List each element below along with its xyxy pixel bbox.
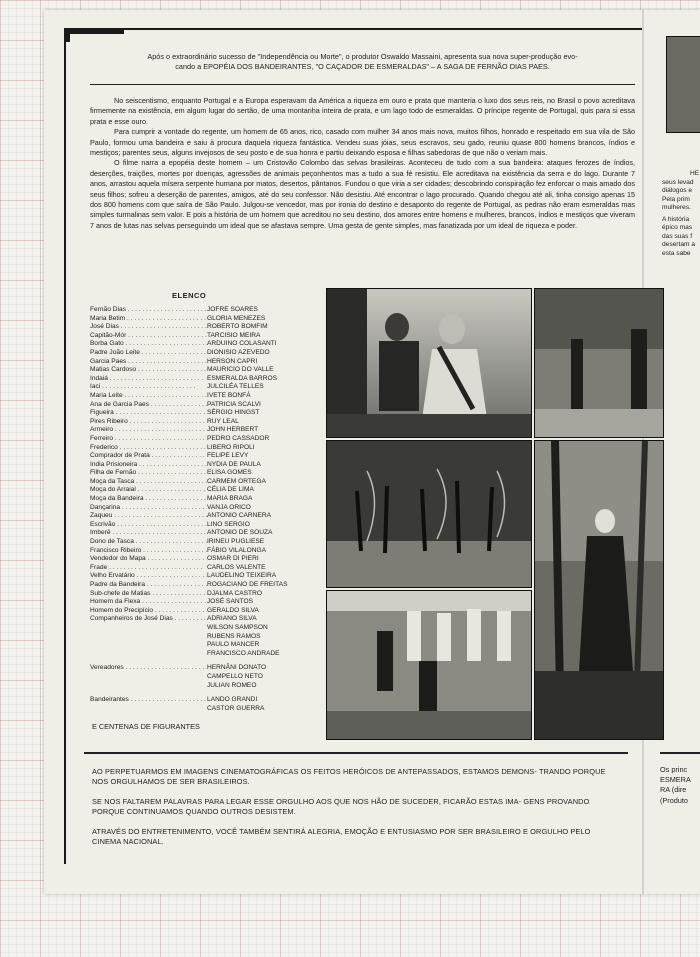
next-panel-line: mulheres.	[662, 204, 691, 211]
cast-role: Velho Ervatário . . .	[90, 572, 207, 581]
cast-actor: ANTONIO DE SOUZA	[207, 529, 273, 537]
cast-role: Armeiro . . .	[90, 426, 207, 435]
next-panel-line: Pela prim	[662, 196, 690, 203]
cast-row	[90, 340, 330, 349]
cast-role: Padre da Bandeira . . .	[90, 581, 207, 590]
cast-row	[90, 306, 330, 315]
cast-role: Capitão-Mór . . .	[90, 332, 207, 341]
cast-actor: SÉRGIO HINGST	[207, 409, 260, 417]
cast-role: Fernão Dias . . .	[90, 306, 207, 315]
cast-row	[90, 315, 330, 324]
cast-row	[90, 547, 330, 556]
cast-row	[90, 529, 330, 538]
cast-actor: CAMPELLO NETO	[207, 672, 263, 680]
cast-role: Vereadores . . .	[90, 664, 207, 673]
cast-row	[90, 705, 330, 714]
cast-role: Frade . . .	[90, 564, 207, 573]
next-panel-line: desertam a	[662, 241, 695, 248]
cast-row	[90, 590, 330, 599]
story-text	[90, 96, 635, 231]
next-panel-footer-line: ESMERA	[660, 775, 691, 785]
cast-role: Indaiá . . .	[90, 375, 207, 384]
cast-role: Moça da Tasca . . .	[90, 478, 207, 487]
cast-row	[90, 323, 330, 332]
cast-actor: JULIAN ROMEO	[207, 681, 257, 689]
cast-role: Homem da Flexa . . .	[90, 598, 207, 607]
next-panel-line: A história	[662, 216, 690, 223]
cast-row	[90, 409, 330, 418]
cast-role: Frederico . . .	[90, 444, 207, 453]
cast-role: Maria Betim . . .	[90, 315, 207, 324]
divider	[90, 84, 635, 85]
cast-actor: ELISA GOMES	[207, 469, 252, 477]
next-panel-footer-line: Os princ	[660, 765, 688, 774]
cast-actor: MARIA BRAGA	[207, 495, 253, 503]
cast-role: Borba Gato . . .	[90, 340, 207, 349]
cast-actor: ANTONIO CARNERA	[207, 512, 271, 520]
cast-actor: CARLOS VALENTE	[207, 563, 266, 571]
story-paragraph: Para cumprir a vontade do regente, um homem de 65 anos, rico, casado com mulher 34 anos mais nova, muitos filhos, honrado e respeitado em sua vila de São Paulo, formou uma bandeira e saiu à procura daquela riqueza fantástica. Vendeu suas jóias, seus escravos, seu gado, reuniu quase 800 homens brancos, índios e mestiços; parentes seus, alguns invejosos de seu posto e de sua honra e partiu deixando esposa e filhas sabedoras de que não o veriam mais.	[90, 127, 635, 158]
cast-actor: ADRIANO SILVA	[207, 615, 257, 623]
cast-row	[90, 495, 330, 504]
cast-role: Imberê . . .	[90, 529, 207, 538]
cast-row	[90, 444, 330, 453]
intro-text	[90, 52, 635, 72]
cast-row	[90, 401, 330, 410]
cast-role: Companheiros de José Dias . . .	[90, 615, 207, 624]
cast-role: Ferreiro . . .	[90, 435, 207, 444]
cast-row	[90, 512, 330, 521]
cast-row	[90, 538, 330, 547]
cast-row	[90, 650, 330, 659]
cast-role: José Dias . . .	[90, 323, 207, 332]
next-panel-line: esta sabe	[662, 250, 691, 257]
cast-actor: HERSON CAPRI	[207, 357, 258, 365]
cast-role: Zaqueu . . .	[90, 512, 207, 521]
cast-actor: JOHN HERBERT	[207, 426, 259, 434]
cast-role: Figueira . . .	[90, 409, 207, 418]
cast-actor: JOSÉ SANTOS	[207, 598, 254, 606]
cast-actor: LAUDELINO TEIXEIRA	[207, 572, 277, 580]
closing-paragraph: AO PERPETUARMOS EM IMAGENS CINEMATOGRÁFICAS OS FEITOS HERÓICOS DE ANTEPASSADOS, ESTAMOS DEMONS- TRANDO PORQUE NOS ORGULHAMOS DE SER BRASILEIROS.	[92, 767, 606, 787]
cast-actor: CASTOR GUERRA	[207, 704, 265, 712]
cast-actor: PATRICIA SCALVI	[207, 400, 261, 408]
next-panel-column	[660, 36, 700, 866]
cast-role: Iaci . . .	[90, 383, 207, 392]
cast-row	[90, 383, 330, 392]
cast-actor: MAURICIO DO VALLE	[207, 366, 274, 374]
cast-row	[90, 486, 330, 495]
cast-row	[90, 504, 330, 513]
next-panel-line: épico mas	[662, 224, 693, 231]
cast-row	[90, 633, 330, 642]
cast-actor: ROBERTO BOMFIM	[207, 323, 268, 331]
still-photo-fernao-dias	[326, 288, 532, 438]
cast-row	[90, 452, 330, 461]
cast-role: Matias Cardoso . . .	[90, 366, 207, 375]
next-panel-line: seus levad	[662, 179, 694, 186]
cast-row	[90, 469, 330, 478]
cast-actor: VANJA ORICO	[207, 503, 251, 511]
cast-role: Moça da Bandeira . . .	[90, 495, 207, 504]
closing-paragraph: SE NOS FALTAREM PALAVRAS PARA LEGAR ESSE ORGULHO AOS QUE NOS HÃO DE SUCEDER, FICARÃO ESTAS IMA- GENS PROVANDO PORQUE CONTINUAMOS QUANDO OUTROS DESISTEM.	[92, 796, 590, 817]
cast-role: Padre João Leite . . .	[90, 349, 207, 358]
cast-actor: ROGACIANO DE FREITAS	[207, 581, 288, 588]
cast-actor: GLORIA MENEZES	[207, 314, 266, 322]
intro-line: cando a EPOPÉIA DOS BANDEIRANTES, "O CAÇADOR DE ESMERALDAS" – A SAGA DE FERNÃO DIAS PAES.	[175, 62, 550, 71]
cast-heading: ELENCO	[172, 291, 207, 300]
cast-row	[90, 673, 330, 682]
cast-list	[90, 306, 330, 713]
next-panel-footer	[660, 765, 691, 806]
extras-note: E CENTENAS DE FIGURANTES	[92, 722, 200, 731]
divider	[84, 752, 628, 754]
cast-actor: RUY LEAL	[207, 417, 239, 425]
cast-row	[90, 332, 330, 341]
cast-actor: FELIPE LEVY	[207, 452, 249, 460]
cast-row	[90, 607, 330, 616]
cast-role: Francisco Ribeiro . . .	[90, 547, 207, 556]
intro-line: Após o extraordinário sucesso de "Independência ou Morte", o produtor Oswaldo Massaini, apresenta sua nova super-produção evo-	[147, 52, 578, 61]
next-panel-line: das suas f	[662, 233, 693, 240]
cast-row	[90, 696, 330, 705]
cast-actor: IVETE BONFÁ	[207, 391, 251, 399]
cast-row	[90, 521, 330, 530]
cast-role: Moça do Arraial . . .	[90, 486, 207, 495]
next-panel-photo	[666, 36, 700, 133]
cast-role: Maria Leite . . .	[90, 392, 207, 401]
cast-row	[90, 392, 330, 401]
cast-row	[90, 426, 330, 435]
cast-row	[90, 598, 330, 607]
cast-actor: OSMAR DI PIERI	[207, 555, 259, 563]
cast-row	[90, 358, 330, 367]
cast-actor: LINO SERGIO	[207, 520, 250, 528]
still-photo-camp	[534, 288, 664, 438]
cast-actor: LIBERO RIPOLI	[207, 443, 255, 451]
next-panel-line: HE	[690, 170, 700, 177]
cast-actor: FÁBIO VILALONGA	[207, 546, 266, 554]
cast-row	[90, 615, 330, 624]
cast-actor: NYDIA DE PAULA	[207, 460, 261, 468]
cast-row	[90, 641, 330, 650]
next-panel-footer-line: RA (dire	[660, 785, 687, 795]
cast-row	[90, 682, 330, 691]
cast-actor: PAULO MANCER	[207, 641, 260, 649]
cast-actor: LANDO GRANDI	[207, 696, 258, 704]
cast-row	[90, 624, 330, 633]
cast-actor: PEDRO CASSADOR	[207, 434, 270, 442]
cast-role: Pires Ribeiro . . .	[90, 418, 207, 427]
cast-actor: RUBENS RAMOS	[207, 632, 261, 640]
cast-actor: FRANCISCO ANDRADE	[207, 649, 280, 657]
cast-role: India Prisioneira . . .	[90, 461, 207, 470]
cast-role: Dançarina . . .	[90, 504, 207, 513]
cast-role: Comprador de Prata . . .	[90, 452, 207, 461]
cast-row	[90, 572, 330, 581]
cast-row	[90, 664, 330, 673]
cast-role: Homem do Precipício . . .	[90, 607, 207, 616]
cast-actor: JULCILÉA TELLES	[207, 383, 264, 391]
cast-actor: CARMEM ORTEGA	[207, 477, 266, 485]
cast-actor: ARDUINO COLASANTI	[207, 340, 277, 348]
cast-role: Ana de Garcia Paes . . .	[90, 401, 207, 410]
cast-row	[90, 435, 330, 444]
cast-actor: DJALMA CASTRO	[207, 589, 262, 597]
closing-paragraph: ATRAVÉS DO ENTRETENIMENTO, VOCÊ TAMBÉM SENTIRÁ ALEGRIA, EMOÇÃO E ENTUSIASMO POR SER BRASILEIRO E ORGULHO PELO CINEMA NACIONAL.	[92, 826, 591, 847]
cast-role: Garcia Paes . . .	[90, 358, 207, 367]
cast-actor: GERALDO SILVA	[207, 606, 259, 614]
cast-row	[90, 581, 330, 590]
cast-role: Escrivão . . .	[90, 521, 207, 530]
cast-row	[90, 418, 330, 427]
cast-row	[90, 349, 330, 358]
cast-row	[90, 564, 330, 573]
next-panel-footer-line: (Produto	[660, 795, 688, 805]
story-paragraph: O filme narra a epopéia deste homem – um Cristovão Colombo das selvas brasileiras. Aconteceu de tudo com a sua bandeira: ataques ferozes de índios, deserções, traições, mortes por doenças, agressões de animais peçonhentos mas a tudo a sua fé resistiu. Ele acreditava na existência da serra e do lago. Durante 7 anos, arrastou aquela mísera serpente humana por matos, desertos, pântanos. Fundou o que viria a ser cidades; descobrindo conspiração fez enforcar o mais amado dos seus filhos; sofreu a deserção de parentes, amigos, até do seu confessor. Não desistiu. Até encontrar o lago procurado. Quando chegou até ali, tinha consigo apenas 15 dos 800 homens com que saíra de São Paulo. Julgou-se vencedor, mas por ironia do destino e desaponto do regente de Portugal, as pedras não eram esmeraldas mas simples turmalinas sem valor. E pois a história de um homem que acreditou no seu destino, dos amores entre homens e mulheres, brancos, índios e mestiços que viveram 7 anos de lutas nas selvas perseguindo um ideal que se afastava sempre. Uma gesta de gente simples, mas fanatizada por um ideal de riqueza e poder.	[90, 158, 635, 230]
cast-actor: TARCISIO MEIRA	[207, 331, 261, 339]
cast-actor: HERNÂNI DONATO	[207, 664, 267, 672]
divider	[660, 752, 700, 754]
cast-row	[90, 555, 330, 564]
cast-actor: DIONISIO AZEVEDO	[207, 348, 270, 356]
cast-actor: CÉLIA DE LIMA	[207, 486, 254, 494]
cast-role: Filha de Fernão . . .	[90, 469, 207, 478]
cast-row	[90, 366, 330, 375]
cast-row	[90, 461, 330, 470]
still-photo-forest-elder	[534, 440, 664, 740]
cast-actor: JOFRE SOARES	[207, 306, 258, 313]
cast-role: Bandeirantes . . .	[90, 696, 207, 705]
cast-actor: IRINEU PUGLIESE	[207, 538, 265, 546]
still-photo-bandeira	[326, 590, 532, 740]
cast-actor: ESMERALDA BARROS	[207, 374, 277, 382]
closing-statement	[70, 755, 636, 863]
cast-actor: WILSON SAMPSON	[207, 623, 268, 631]
story-paragraph: No seiscentismo, enquanto Portugal e a Europa esperavam da América a riqueza em ouro e prata que manteria o luxo dos seus reis, no Brasil o povo acreditava firmemente na existência, em algum lugar do sertão, de uma montanha inteira de prata, e um lago todo de esmeraldas. O príncipe regente de Portugal, quis para si essa prata e esse ouro.	[90, 96, 635, 126]
cast-role: Sub-chefe de Matias . . .	[90, 590, 207, 599]
cast-role: Dono de Tasca . . .	[90, 538, 207, 547]
cast-role: Vendedor do Mapa . . .	[90, 555, 207, 564]
next-panel-line: diálogos e	[662, 187, 693, 194]
still-photo-archers	[326, 440, 532, 588]
